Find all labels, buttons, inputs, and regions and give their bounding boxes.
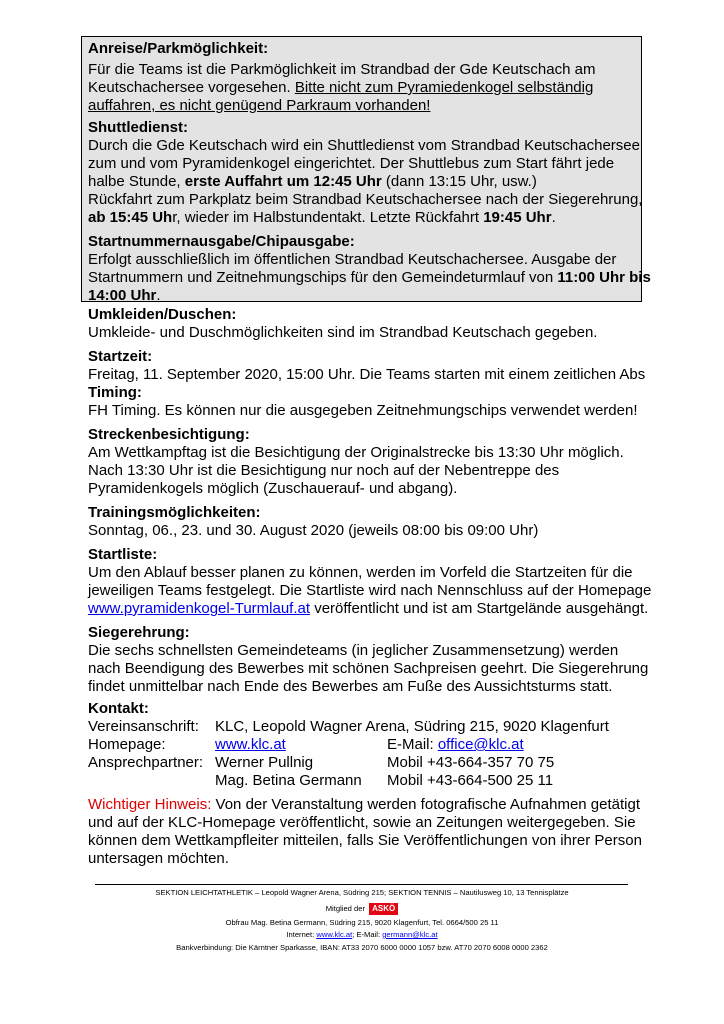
strecke-line2: Nach 13:30 Uhr ist die Besichtigung nur noch auf der Nebentreppe des [88,462,560,479]
asko-logo: ASKÖ [369,903,398,915]
footer-line1: SEKTION LEICHTATHLETIK – Leopold Wagner Arena, Südring 215; SEKTION TENNIS – Nautilusweg 10, 13 Tennisplätze [155,888,569,897]
siegerehrung-heading: Siegerehrung: [88,624,190,641]
kontakt-email-link[interactable]: office@klc.at [437,736,524,753]
hinweis-label: Wichtiger Hinweis: [88,796,212,813]
anreise-warning: Bitte nicht zum Pyramiedenkogel selbständig [294,79,594,96]
homepage-label: Homepage: [88,736,166,753]
footer-internet-link[interactable]: www.klc.at [316,930,353,939]
startliste-heading: Startliste: [88,546,158,563]
hinweis-line4: untersagen möchten. [88,850,229,867]
kontakt-heading: Kontakt: [88,700,149,717]
person1-name: Werner Pullnig [215,754,314,771]
footer-email-link[interactable]: germann@klc.at [382,930,438,939]
startnummern-line2: Startnummern und Zeitnehmungschips für den Gemeindeturmlauf von 11:00 Uhr bis [88,269,651,286]
timing-heading: Timing: [88,384,142,401]
siegerehrung-line2: nach Beendigung des Bewerbes mit schönen Sachpreisen geehrt. Die Siegerehrung [88,660,649,677]
strecke-line1: Am Wettkampftag ist die Besichtigung der Originalstrecke bis 13:30 Uhr möglich. [88,444,624,461]
startnummern-line1: Erfolgt ausschließlich im öffentlichen Strandbad Keutschachersee. Ausgabe der [88,251,617,268]
shuttle-line4: Rückfahrt zum Parkplatz beim Strandbad Keutschachersee nach der Siegerehrung, [88,191,643,208]
anreise-heading: Anreise/Parkmöglichkeit: [88,40,269,57]
shuttle-heading: Shuttledienst: [88,119,188,136]
footer-bank: Bankverbindung: Die Kärntner Sparkasse, IBAN: AT33 2070 6000 0000 1057 bzw. AT70 2070 6008 0000 2362 [176,943,548,952]
startnummern-line3: 14:00 Uhr. [88,287,161,304]
siegerehrung-line3: findet unmittelbar nach Ende des Bewerbes am Fuße des Aussichtsturms statt. [88,678,613,695]
umkleiden-heading: Umkleiden/Duschen: [88,306,237,323]
person1-phone: Mobil +43-664-357 70 75 [387,754,555,771]
hinweis-line2: und auf der KLC-Homepage veröffentlicht, sowie an Zeitungen weitergegeben. Sie [88,814,636,831]
shuttle-line1: Durch die Gde Keutschach wird ein Shuttledienst vom Strandbad Keutschachersee [88,137,640,154]
hinweis-line1: Wichtiger Hinweis: Von der Veranstaltung werden fotografische Aufnahmen getätigt [88,796,641,813]
startliste-link[interactable]: www.pyramidenkogel-Turmlauf.at [88,600,311,617]
siegerehrung-line1: Die sechs schnellsten Gemeindeteams (in jeglicher Zusammensetzung) werden [88,642,619,659]
training-heading: Trainingsmöglichkeiten: [88,504,261,521]
shuttle-line3: halbe Stunde, erste Auffahrt um 12:45 Uhr (dann 13:15 Uhr, usw.) [88,173,537,190]
footer-mitglied: Mitglied der ASKÖ [0,903,724,915]
startnummern-heading: Startnummernausgabe/Chipausgabe: [88,233,355,250]
startzeit-line1: Freitag, 11. September 2020, 15:00 Uhr. Die Teams starten mit einem zeitlichen Abs [88,366,646,383]
strecke-heading: Streckenbesichtigung: [88,426,250,443]
footer-divider [95,884,628,885]
vereinsanschrift-value: KLC, Leopold Wagner Arena, Südring 215, 9020 Klagenfurt [215,718,609,735]
timing-line1: FH Timing. Es können nur die ausgegeben Zeitnehmungschips verwendet werden! [88,402,638,419]
footer-line3: Obfrau Mag. Betina Germann, Südring 215, 9020 Klagenfurt, Tel. 0664/500 25 11 [225,918,499,927]
homepage-link[interactable]: www.klc.at [215,736,286,753]
startliste-line2: jeweiligen Teams festgelegt. Die Startliste wird nach Nennschluss auf der Homepage [88,582,652,599]
startliste-line1: Um den Ablauf besser planen zu können, werden im Vorfeld die Startzeiten für die [88,564,633,581]
footer-line4: Internet: www.klc.at; E-Mail: germann@klc.at [286,930,438,939]
startliste-line3: www.pyramidenkogel-Turmlauf.at veröffentlicht und ist am Startgelände ausgehängt. [88,600,649,617]
umkleiden-line1: Umkleide- und Duschmöglichkeiten sind im Strandbad Keutschach gegeben. [88,324,598,341]
person2-phone: Mobil +43-664-500 25 11 [387,772,554,789]
hinweis-line3: können dem Wettkampfleiter mitteilen, falls Sie Veröffentlichungen von ihrer Person [88,832,642,849]
anreise-line3: auffahren, es nicht genügend Parkraum vorhanden! [88,97,431,114]
anreise-line1: Für die Teams ist die Parkmöglichkeit im Strandbad der Gde Keutschach am [88,61,596,78]
person2-name: Mag. Betina Germann [215,772,362,789]
training-line1: Sonntag, 06., 23. und 30. August 2020 (jeweils 08:00 bis 09:00 Uhr) [88,522,539,539]
anreise-line2: Keutschachersee vorgesehen. Bitte nicht zum Pyramiedenkogel selbständig [88,79,594,96]
shuttle-line5: ab 15:45 Uhr, wieder im Halbstundentakt. Letzte Rückfahrt 19:45 Uhr. [88,209,556,226]
vereinsanschrift-label: Vereinsanschrift: [88,718,199,735]
startzeit-heading: Startzeit: [88,348,153,365]
shuttle-line2: zum und vom Pyramidenkogel eingerichtet. Der Shuttlebus zum Start fährt jede [88,155,615,172]
ansprechpartner-label: Ansprechpartner: [88,754,204,771]
strecke-line3: Pyramidenkogels möglich (Zuschauerauf- und abgang). [88,480,458,497]
kontakt-email: E-Mail: office@klc.at [387,736,524,753]
